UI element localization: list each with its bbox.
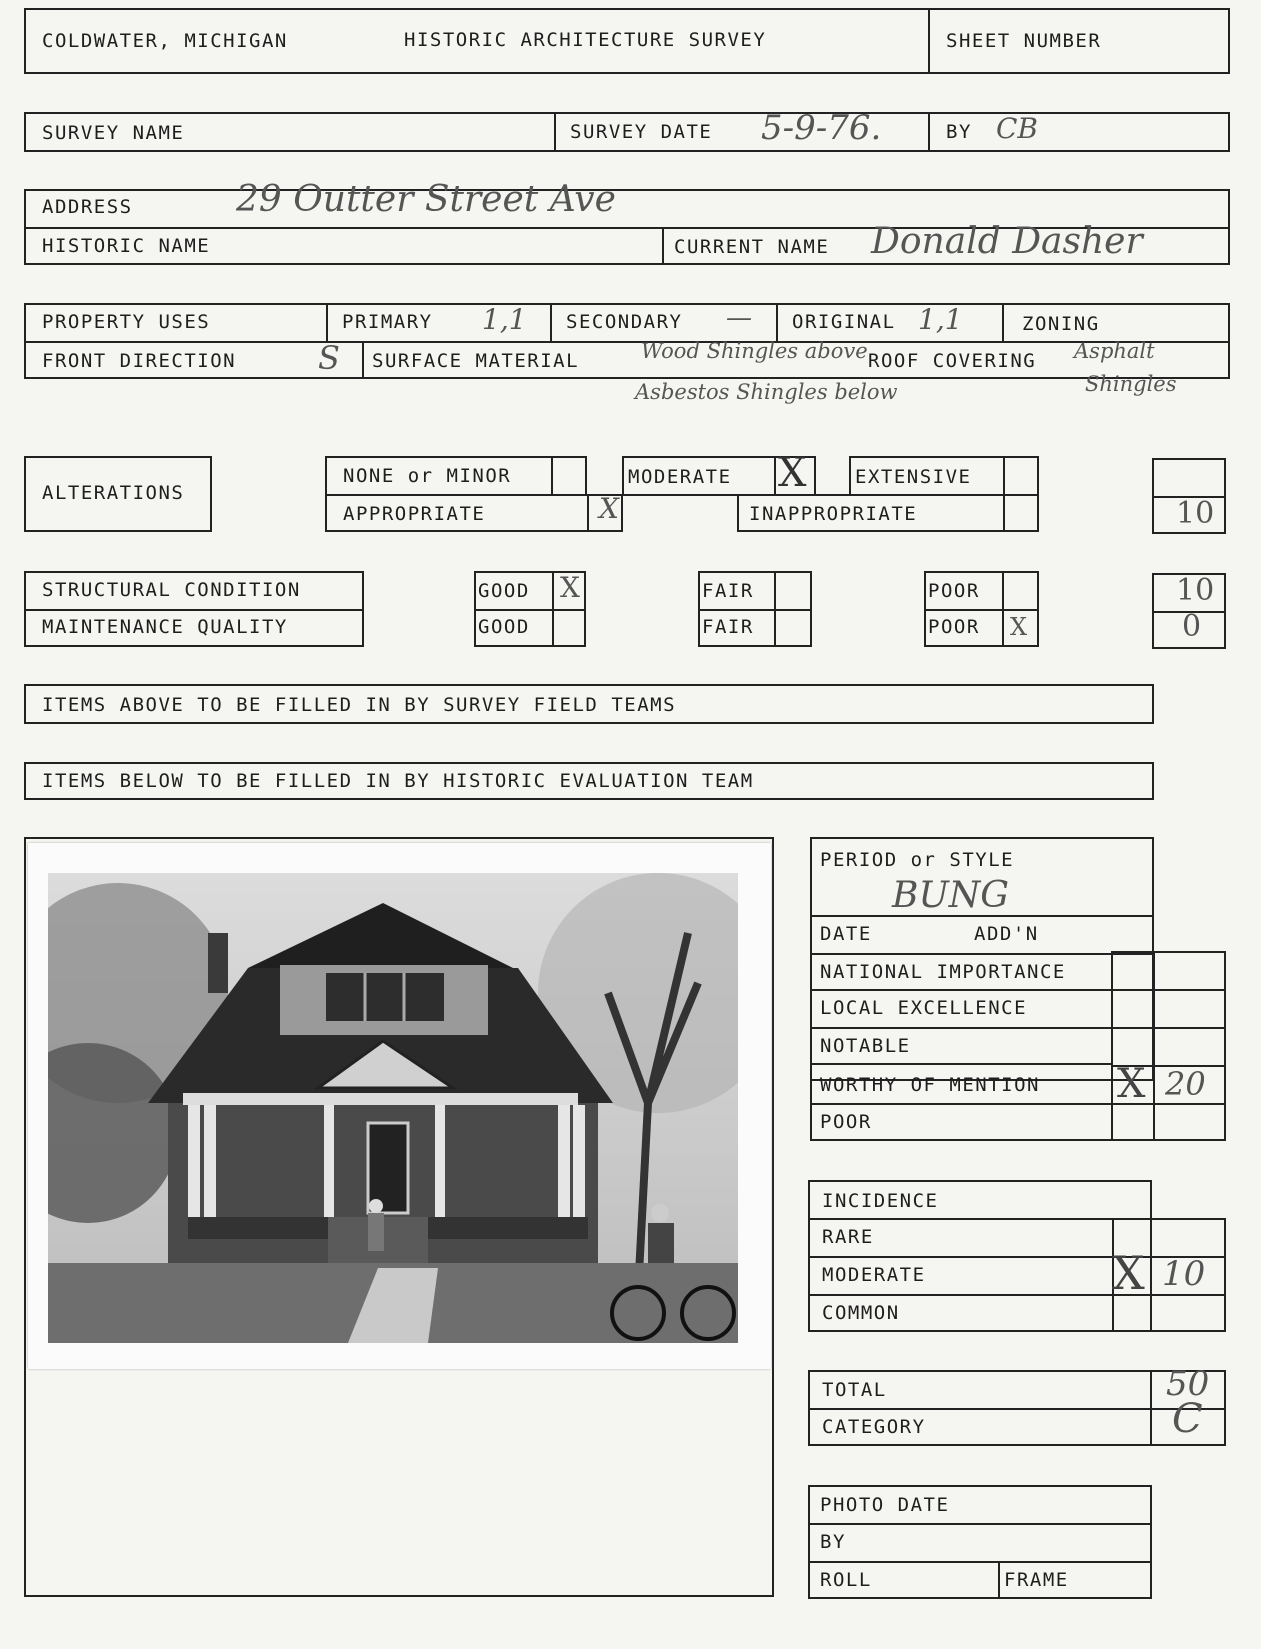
survey-date-value: 5-9-76. bbox=[761, 108, 882, 148]
by-value: CB bbox=[996, 112, 1038, 145]
fair-label-2: FAIR bbox=[702, 616, 754, 638]
survey-date-label: SURVEY DATE bbox=[570, 121, 713, 143]
secondary-value: — bbox=[726, 303, 752, 333]
local-excellence-label: LOCAL EXCELLENCE bbox=[820, 997, 1028, 1019]
good-label-2: GOOD bbox=[478, 616, 530, 638]
rare-label: RARE bbox=[822, 1226, 874, 1248]
notes-below: ITEMS BELOW TO BE FILLED IN BY HISTORIC EVALUATION TEAM bbox=[42, 770, 754, 792]
structural-good-mark: X bbox=[560, 571, 580, 604]
front-direction-label: FRONT DIRECTION bbox=[42, 350, 237, 372]
inappropriate-label: INAPPROPRIATE bbox=[749, 503, 918, 525]
front-direction-value: S bbox=[318, 339, 340, 377]
totals-box bbox=[808, 1364, 1226, 1446]
notable-label: NOTABLE bbox=[820, 1035, 911, 1057]
national-importance-label: NATIONAL IMPORTANCE bbox=[820, 961, 1066, 983]
address-block bbox=[24, 179, 1230, 265]
current-name-value: Donald Dasher bbox=[871, 221, 1143, 262]
eval-poor-label: POOR bbox=[820, 1111, 872, 1133]
good-label-1: GOOD bbox=[478, 580, 530, 602]
roll-label: ROLL bbox=[820, 1569, 872, 1591]
moderate-label: MODERATE bbox=[628, 466, 732, 488]
survey-row bbox=[24, 108, 1230, 152]
fair-label-1: FAIR bbox=[702, 580, 754, 602]
none-minor-box bbox=[325, 456, 587, 496]
notes-above: ITEMS ABOVE TO BE FILLED IN BY SURVEY FIELD TEAMS bbox=[42, 694, 677, 716]
by-label: BY bbox=[946, 121, 972, 143]
condition-score-box bbox=[1152, 573, 1226, 649]
incidence-moderate-mark: X bbox=[1112, 1246, 1145, 1300]
property-block bbox=[24, 303, 1230, 379]
category-value: C bbox=[1172, 1396, 1203, 1442]
importance-score-box bbox=[1111, 951, 1226, 1141]
sheet-number-label: SHEET NUMBER bbox=[946, 30, 1102, 52]
total-label: TOTAL bbox=[822, 1379, 887, 1401]
addn-label: ADD'N bbox=[974, 923, 1039, 945]
surface-material-value-1: Wood Shingles above bbox=[641, 339, 868, 363]
worthy-poor-box bbox=[810, 1063, 1113, 1141]
structural-score: 10 bbox=[1176, 573, 1215, 608]
current-name-label: CURRENT NAME bbox=[674, 236, 830, 258]
worthy-score: 20 bbox=[1165, 1065, 1206, 1103]
poor-label-2: POOR bbox=[928, 616, 980, 638]
maintenance-poor-mark: X bbox=[1010, 613, 1028, 641]
extensive-box bbox=[849, 456, 1039, 496]
incidence-moderate-score: 10 bbox=[1162, 1254, 1206, 1294]
alterations-label-box bbox=[24, 456, 212, 532]
moderate-box bbox=[622, 450, 816, 496]
category-label: CATEGORY bbox=[822, 1416, 926, 1438]
house-photo-image bbox=[48, 873, 738, 1343]
appropriate-box bbox=[325, 494, 623, 532]
maintenance-quality-label: MAINTENANCE QUALITY bbox=[42, 616, 288, 638]
worthy-of-mention-label: WORTHY OF MENTION bbox=[820, 1074, 1040, 1096]
primary-value: 1,1 bbox=[482, 303, 527, 336]
alterations-score-box bbox=[1152, 458, 1226, 534]
fair-box bbox=[698, 571, 812, 647]
notes-below-box bbox=[24, 762, 1154, 800]
roof-covering-value-1: Asphalt bbox=[1074, 339, 1155, 363]
period-value: BUNG bbox=[892, 875, 1010, 916]
poor-label-1: POOR bbox=[928, 580, 980, 602]
period-label: PERIOD or STYLE bbox=[820, 849, 1015, 871]
total-value: 50 bbox=[1166, 1364, 1210, 1404]
roof-covering-label: ROOF COVERING bbox=[868, 350, 1037, 372]
photo-by-label: BY bbox=[820, 1531, 846, 1553]
header-box bbox=[24, 8, 1230, 74]
photo-date-label: PHOTO DATE bbox=[820, 1494, 950, 1516]
surface-material-value-2: Asbestos Shingles below bbox=[635, 380, 898, 404]
incidence-box bbox=[808, 1180, 1152, 1332]
none-minor-label: NONE or MINOR bbox=[343, 465, 512, 487]
location-label: COLDWATER, MICHIGAN bbox=[42, 30, 288, 52]
address-value: 29 Outter Street Ave bbox=[236, 179, 616, 220]
date-label: DATE bbox=[820, 923, 872, 945]
worthy-mark: X bbox=[1117, 1061, 1146, 1107]
alterations-score: 10 bbox=[1176, 496, 1215, 531]
surface-material-label: SURFACE MATERIAL bbox=[372, 350, 580, 372]
secondary-label: SECONDARY bbox=[566, 311, 683, 333]
alterations-label: ALTERATIONS bbox=[42, 482, 185, 504]
zoning-label: ZONING bbox=[1022, 313, 1100, 335]
period-box bbox=[810, 837, 1154, 1081]
survey-name-label: SURVEY NAME bbox=[42, 122, 185, 144]
roof-covering-value-2: Shingles bbox=[1085, 372, 1177, 396]
appropriate-mark: X bbox=[599, 492, 619, 525]
common-label: COMMON bbox=[822, 1302, 900, 1324]
moderate-mark: X bbox=[778, 450, 807, 496]
historic-name-label: HISTORIC NAME bbox=[42, 235, 211, 257]
poor-box bbox=[924, 571, 1039, 647]
frame-label: FRAME bbox=[1004, 1569, 1069, 1591]
survey-title: HISTORIC ARCHITECTURE SURVEY bbox=[404, 29, 767, 51]
original-value: 1,1 bbox=[918, 303, 963, 336]
property-uses-label: PROPERTY USES bbox=[42, 311, 211, 333]
photo-info-box bbox=[808, 1485, 1152, 1599]
extensive-label: EXTENSIVE bbox=[855, 466, 972, 488]
structural-condition-label: STRUCTURAL CONDITION bbox=[42, 579, 301, 601]
notes-above-box bbox=[24, 684, 1154, 724]
original-label: ORIGINAL bbox=[792, 311, 896, 333]
condition-label-box bbox=[24, 571, 364, 647]
appropriate-label: APPROPRIATE bbox=[343, 503, 486, 525]
inappropriate-box bbox=[737, 494, 1039, 532]
primary-label: PRIMARY bbox=[342, 311, 433, 333]
house-photo bbox=[28, 843, 771, 1369]
maintenance-score: 0 bbox=[1182, 609, 1202, 644]
incidence-label: INCIDENCE bbox=[822, 1190, 939, 1212]
incidence-moderate-label: MODERATE bbox=[822, 1264, 926, 1286]
good-box bbox=[474, 571, 586, 647]
address-label: ADDRESS bbox=[42, 196, 133, 218]
